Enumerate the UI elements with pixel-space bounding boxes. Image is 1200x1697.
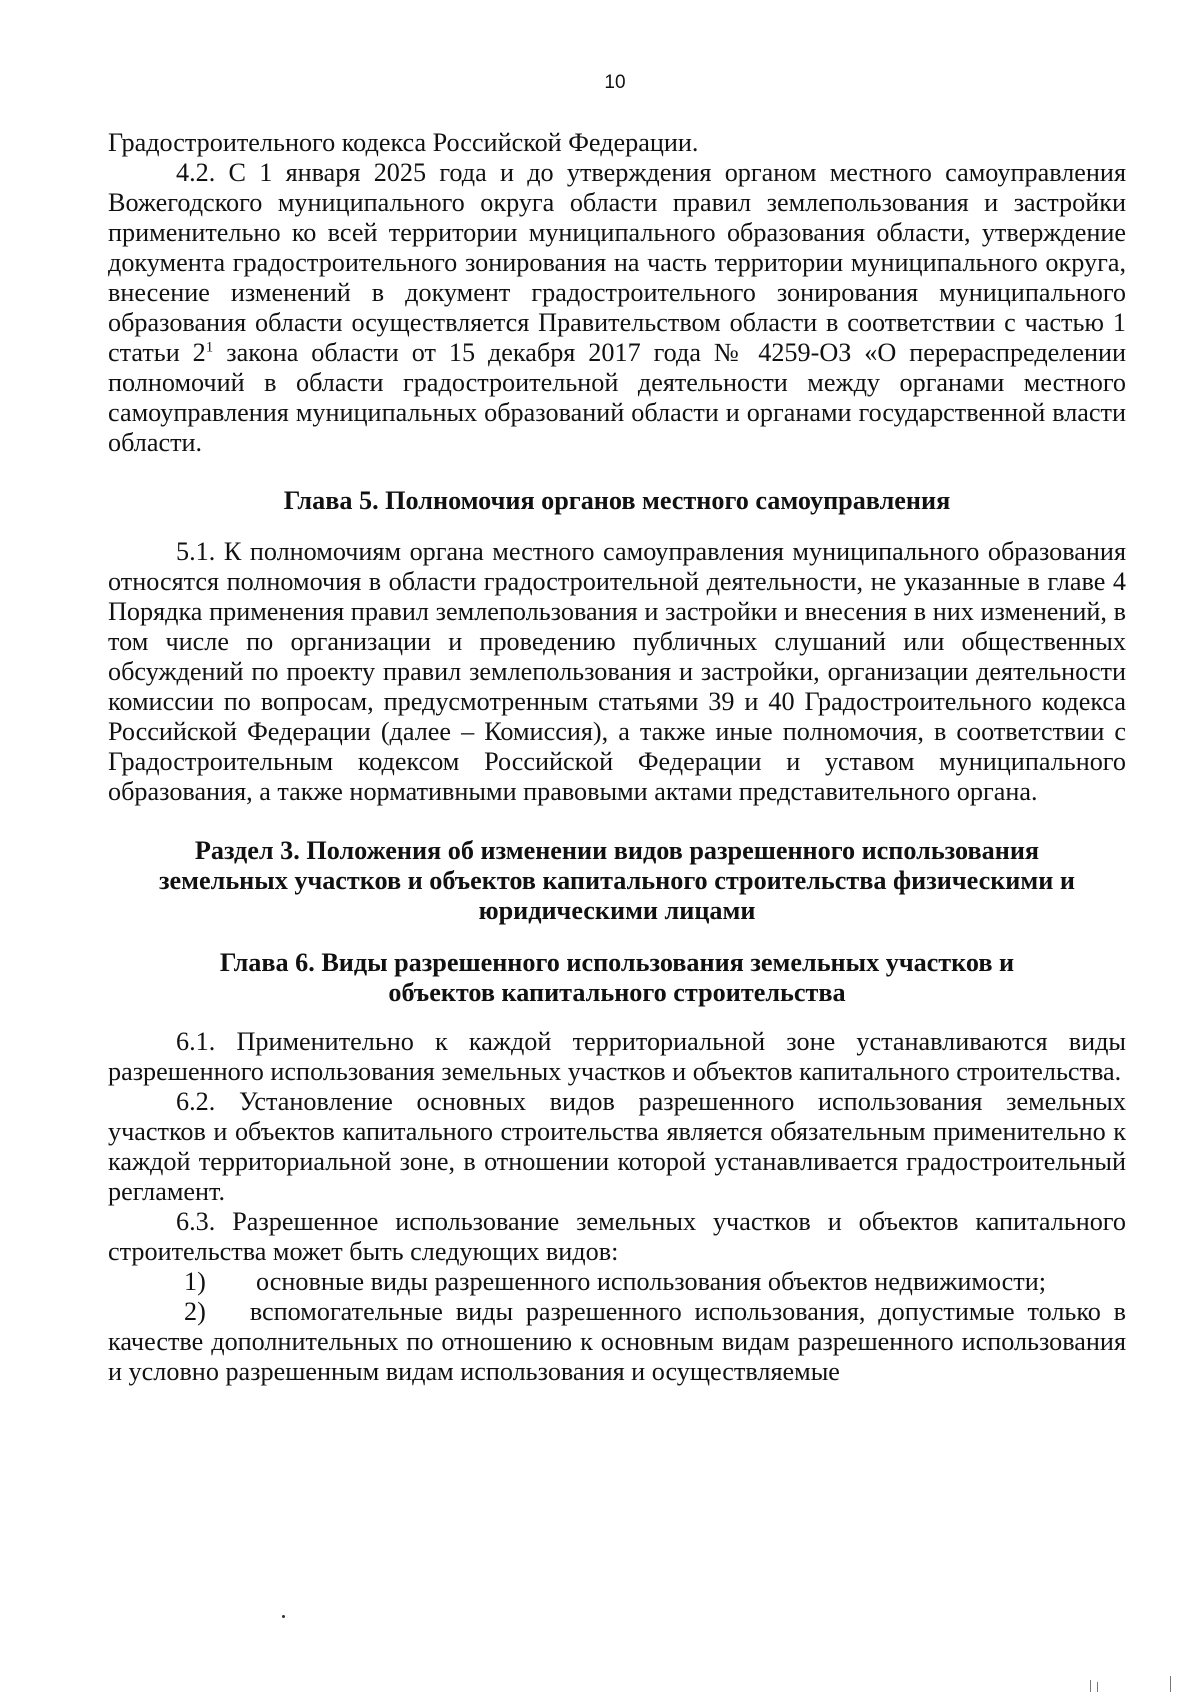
paragraph-4-2 <box>108 158 1126 458</box>
paragraph-6-3: 6.3. Разрешенное использование земельных участков и объектов капитального строительства может быть следующих видов: <box>108 1207 1126 1266</box>
section-3-title-line-1: Раздел 3. Положения об изменении видов разрешенного использования <box>194 836 1040 865</box>
page-number: 10 <box>604 72 626 93</box>
list-item-2 <box>108 1297 1126 1387</box>
list-item-2-text: вспомогательные виды разрешенного использования, допустимые только в качестве дополнительных по отношению к основным видам разрешенного использования и условно разрешенным видам использования и осуществляемые <box>108 1297 1126 1386</box>
paragraph-4-2-text-b: закона области от 15 декабря 2017 года № 4259-ОЗ «О перераспределении полномочий в области градостроительной деятельности между органами местного самоуправления муниципальных образований области и органами государственной власти области. <box>108 338 1126 457</box>
section-3-title-line-3: юридическими лицами <box>478 896 756 925</box>
paragraph-6-1: 6.1. Применительно к каждой территориальной зоне устанавливаются виды разрешенного использования земельных участков и объектов капитального строительства. <box>108 1027 1126 1086</box>
paragraph-continuation: Градостроительного кодекса Российской Федерации. <box>108 128 699 157</box>
scan-mark <box>1170 1676 1171 1692</box>
chapter-6-title <box>108 948 1126 1008</box>
chapter-5-title: Глава 5. Полномочия органов местного самоуправления <box>283 486 951 515</box>
section-3-title <box>108 836 1126 926</box>
list-item-1-text: основные виды разрешенного использования объектов недвижимости; <box>256 1267 1047 1296</box>
section-3-title-line-2: земельных участков и объектов капитального строительства физическими и <box>159 866 1075 895</box>
paragraph-4-2-text-a: 4.2. С 1 января 2025 года и до утверждения органом местного самоуправления Вожегодского муниципального округа области правил землепользования и застройки применительно ко всей территории муниципального образования области, утверждение документа градостроительного зонирования на часть территории муниципального округа, внесение изменений в документ градостроительного зонирования муниципального образования области осуществляется Правительством области в соответствии с частью 1 статьи 2 <box>108 158 1126 367</box>
document-body <box>108 128 1126 1387</box>
chapter-6-title-line-2: объектов капитального строительства <box>388 978 846 1007</box>
scan-mark <box>1097 1682 1098 1692</box>
list-item-2-number: 2) <box>184 1297 206 1326</box>
paragraph-6-2: 6.2. Установление основных видов разрешенного использования земельных участков и объектов капитального строительства является обязательным применительно к каждой территориальной зоне, в отношении которой устанавливается градостроительный регламент. <box>108 1087 1126 1206</box>
list-item-1 <box>108 1267 1126 1297</box>
list-item-1-number: 1) <box>184 1267 206 1296</box>
scan-speck <box>282 1615 285 1618</box>
scan-mark <box>1090 1680 1091 1692</box>
article-superscript: 1 <box>205 339 214 356</box>
paragraph-5-1: 5.1. К полномочиям органа местного самоуправления муниципального образования относятся полномочия в области градостроительной деятельности, не указанные в главе 4 Порядка применения правил землепользования и застройки и внесения в них изменений, в том числе по организации и проведению публичных слушаний или общественных обсуждений по проекту правил землепользования и застройки, организации деятельности комиссии по вопросам, предусмотренным статьями 39 и 40 Градостроительного кодекса Российской Федерации (далее – Комиссия), а также иные полномочия, в соответствии с Градостроительным кодексом Российской Федерации и уставом муниципального образования, а также нормативными правовыми актами представительного органа. <box>108 537 1126 806</box>
chapter-6-title-line-1: Глава 6. Виды разрешенного использования земельных участков и <box>219 948 1015 977</box>
